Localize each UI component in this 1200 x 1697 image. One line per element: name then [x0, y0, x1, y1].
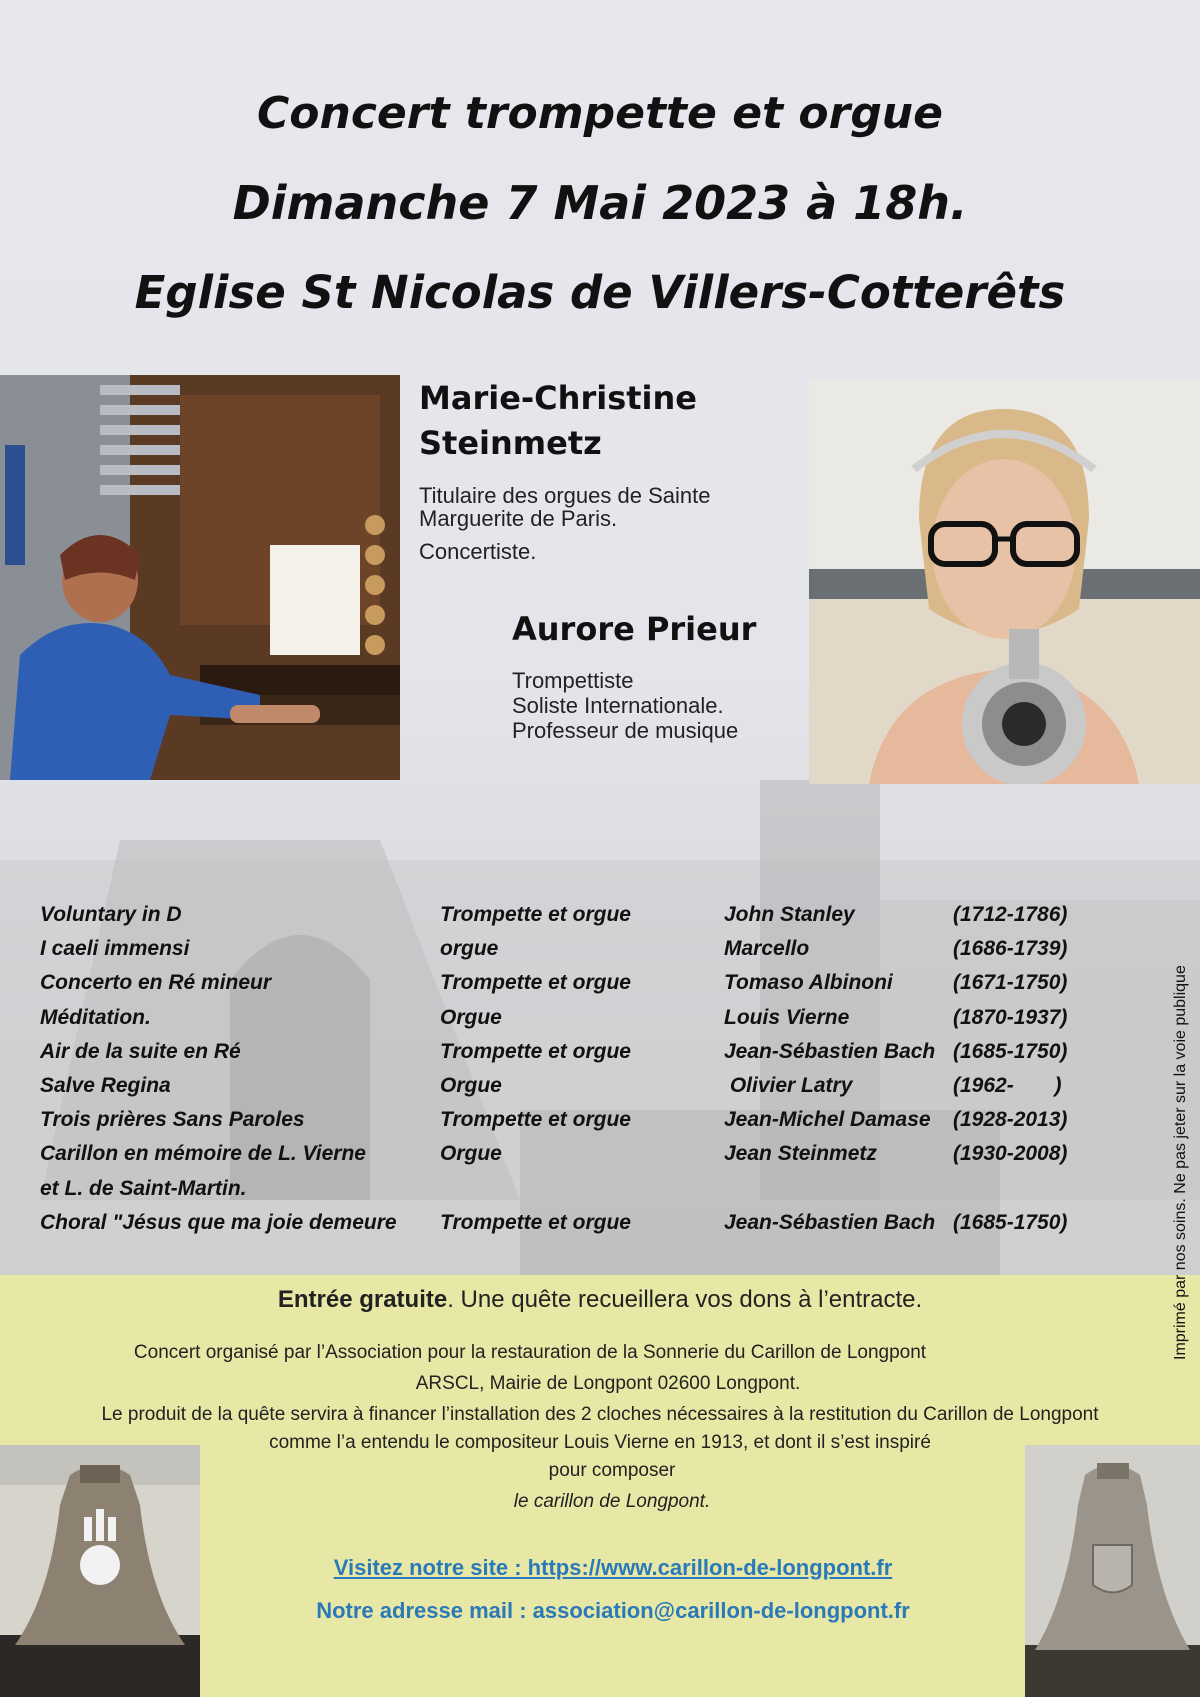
program-row [40, 1035, 1083, 1069]
concert-program [40, 898, 1083, 1240]
concert-title: Concert trompette et orgue [257, 88, 943, 139]
program-row [40, 1206, 1083, 1240]
piece-composer: Olivier Latry [724, 1074, 853, 1098]
composer-dates [953, 1172, 1083, 1206]
piece-composer: Marcello [724, 937, 810, 961]
piece-title: Méditation. [40, 1005, 151, 1029]
piece-title: Concerto en Ré mineur [40, 971, 272, 995]
trumpeter-photo [809, 379, 1200, 784]
piece-instrument: orgue [440, 937, 499, 961]
program-row [40, 898, 1083, 932]
entry-line [0, 1286, 1200, 1314]
piece-instrument: Orgue [440, 1142, 502, 1166]
composer-dates: (1962- ) [953, 1074, 1062, 1098]
organizer-line1: Concert organisé par l’Association pour la restauration de la Sonnerie du Carillon de Longpont [133, 1342, 927, 1363]
piece-title: Trois prières Sans Paroles [40, 1108, 305, 1132]
program-row [40, 1137, 1083, 1171]
website-link[interactable]: Visitez notre site : https://www.carillon-de-longpont.fr [333, 1555, 893, 1580]
composer-dates: (1928-2013) [953, 1108, 1068, 1132]
organist-name-line2: Steinmetz [419, 424, 602, 462]
piece-title: Salve Regina [40, 1074, 171, 1098]
trumpeter-name: Aurore Prieur [512, 610, 757, 648]
organizer-line2: ARSCL, Mairie de Longpont 02600 Longpont. [415, 1373, 801, 1394]
piece-instrument: Orgue [440, 1005, 502, 1029]
entry-quete: . Une quête recueillera vos dons à l’entracte. [447, 1286, 923, 1313]
organist-desc-line2: Marguerite de Paris. [419, 506, 618, 531]
piece-composer [724, 1172, 953, 1206]
piece-composer: Jean Steinmetz [724, 1142, 877, 1166]
piece-title: et L. de Saint-Martin. [40, 1176, 247, 1200]
organist-photo [0, 375, 400, 780]
composer-dates: (1930-2008) [953, 1142, 1068, 1166]
piece-instrument: Trompette et orgue [440, 1210, 631, 1234]
piece-composer: Jean-Michel Damase [724, 1108, 931, 1132]
trumpeter-desc-line3: Professeur de musique [512, 718, 739, 743]
entry-free: Entrée gratuite [277, 1286, 448, 1313]
program-row [40, 1001, 1083, 1035]
program-row [40, 1172, 1083, 1206]
piece-composer: Jean-Sébastien Bach [724, 1210, 936, 1234]
print-notice: Imprimé par nos soins. Ne pas jeter sur la voie publique [1172, 965, 1189, 1360]
piece-title: Choral "Jésus que ma joie demeure [40, 1210, 397, 1234]
quete-line2: comme l’a entendu le compositeur Louis Vierne en 1913, et dont il s’est inspiré [269, 1432, 931, 1453]
program-row [40, 932, 1083, 966]
piece-composer: John Stanley [724, 903, 855, 927]
concert-venue: Eglise St Nicolas de Villers-Cotterêts [134, 266, 1066, 319]
program-row [40, 1069, 1083, 1103]
quete-line3: pour composer [548, 1460, 676, 1481]
quete-line1: Le produit de la quête servira à financer l’installation des 2 cloches nécessaires à la restitution du Carillon de Longpont [101, 1404, 1099, 1425]
composer-dates: (1712-1786) [953, 903, 1068, 927]
piece-title: Air de la suite en Ré [40, 1039, 241, 1063]
piece-instrument: Trompette et orgue [440, 1039, 631, 1063]
email-link[interactable]: Notre adresse mail : association@carillon-de-longpont.fr [316, 1598, 910, 1623]
organist-name-line1: Marie-Christine [419, 379, 697, 417]
piece-composer: Louis Vierne [724, 1005, 850, 1029]
piece-title: Voluntary in D [40, 903, 182, 927]
concert-date: Dimanche 7 Mai 2023 à 18h. [232, 176, 968, 230]
piece-composer: Jean-Sébastien Bach [724, 1039, 936, 1063]
composer-dates: (1685-1750) [953, 1210, 1068, 1234]
piece-composer: Tomaso Albinoni [724, 971, 893, 995]
piece-title: I caeli immensi [40, 937, 190, 961]
composer-dates: (1671-1750) [953, 971, 1068, 995]
composer-dates: (1685-1750) [953, 1039, 1068, 1063]
trumpeter-desc-line2: Soliste Internationale. [512, 693, 724, 718]
composer-dates: (1686-1739) [953, 937, 1068, 961]
piece-title: Carillon en mémoire de L. Vierne [40, 1142, 366, 1166]
program-row [40, 1103, 1083, 1137]
trumpeter-desc-line1: Trompettiste [512, 668, 634, 693]
organist-desc-line1: Titulaire des orgues de Sainte [419, 483, 711, 508]
piece-instrument [440, 1172, 724, 1206]
composer-dates: (1870-1937) [953, 1005, 1068, 1029]
program-row [40, 966, 1083, 1000]
piece-instrument: Trompette et orgue [440, 971, 631, 995]
piece-instrument: Orgue [440, 1074, 502, 1098]
organist-desc-line3: Concertiste. [419, 539, 537, 564]
piece-instrument: Trompette et orgue [440, 903, 631, 927]
piece-instrument: Trompette et orgue [440, 1108, 631, 1132]
quete-line4: le carillon de Longpont. [513, 1491, 711, 1512]
